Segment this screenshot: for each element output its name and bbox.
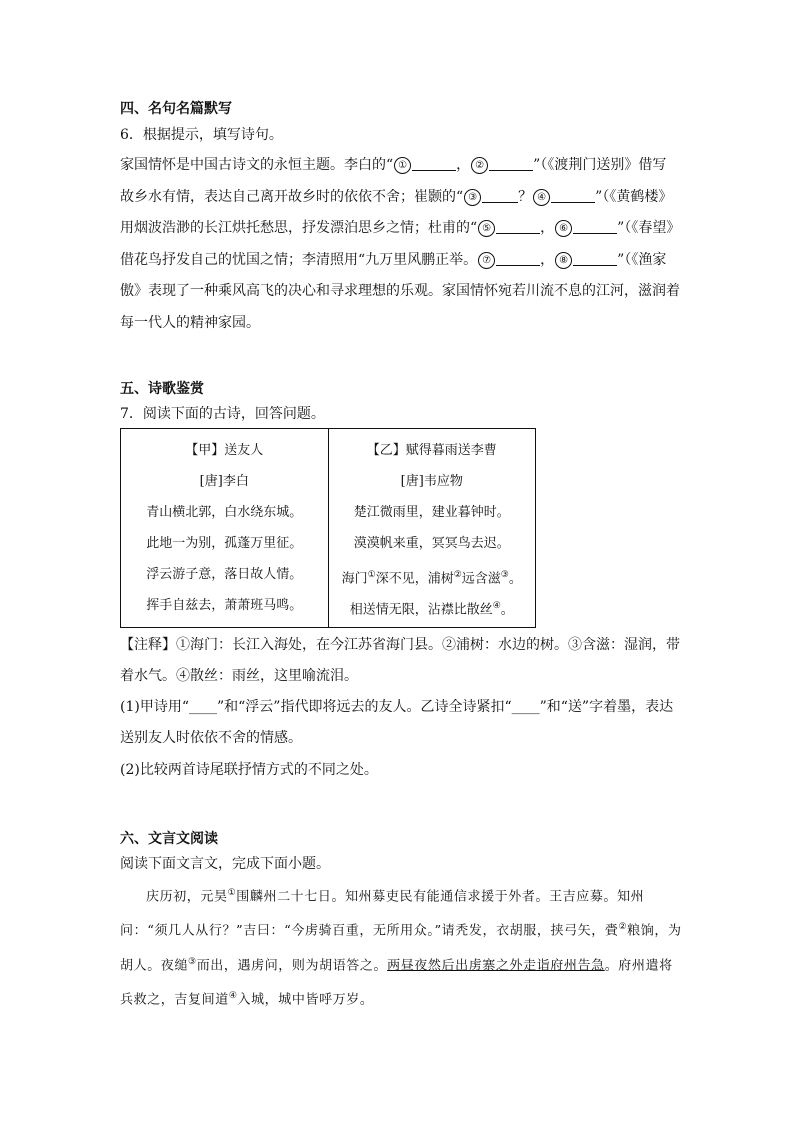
text-run: 家国情怀是中国古诗文的永恒主题。李白的“ [120, 157, 394, 173]
sub-question-1: (1)甲诗用“____”和“浮云”指代即将远去的友人。乙诗全诗紧扣“____”和“送”字着墨，表达送别友人时依依不舍的情感。 [120, 699, 674, 746]
fill-blank-8[interactable] [573, 251, 617, 266]
text-run: ， [540, 251, 555, 268]
fill-blank-5[interactable] [496, 219, 540, 234]
blank-mark-8: ⑧ [555, 252, 572, 269]
poem-a-line: 浮云游子意，落日故人情。 [146, 567, 303, 582]
fill-blank-3[interactable] [482, 188, 518, 203]
text-run: ， [540, 220, 555, 236]
poem-a-cell [121, 429, 329, 628]
fill-blank-2[interactable] [489, 156, 533, 171]
question-7: 7．阅读下面的古诗，回答问题。 [120, 406, 325, 422]
poem-b-cell [328, 429, 536, 628]
blank-mark-2: ② [471, 157, 488, 174]
poem-b-title: 【乙】赋得暮雨送李曹 [366, 443, 497, 458]
text-run: 。 [508, 571, 522, 587]
poem-b-author: [唐]韦应物 [400, 474, 463, 489]
text-run: 深不见，浦树 [375, 571, 454, 587]
fill-blank-6[interactable] [573, 219, 617, 234]
blank-mark-7: ⑦ [478, 252, 495, 269]
footnote-mark: ② [618, 922, 628, 933]
poem-a-line: 此地一为别，孤蓬万里征。 [146, 536, 303, 551]
footnote-mark: ④ [492, 601, 501, 611]
fill-blank-4[interactable] [551, 188, 595, 203]
text-run: 。 [500, 602, 514, 618]
section4-paragraph [120, 150, 680, 339]
section6-title: 六、文言文阅读 [120, 831, 218, 847]
text-run: 庆历初，元昊 [146, 889, 228, 905]
underlined-sentence: 两昼夜然后出虏寨之外走诣府州告急 [387, 957, 605, 973]
text-run: ”（《春望》借花鸟抒发自己的忧国之情；李清照用“九万里风鹏正举。 [120, 220, 674, 268]
poem-b-line [329, 596, 536, 627]
blank-mark-6: ⑥ [555, 220, 572, 237]
poem-table [120, 428, 536, 628]
text-run: 。府州遣将兵救之，吉复间道 [120, 957, 673, 1008]
sub-question-2: (2)比较两首诗尾联抒情方式的不同之处。 [120, 762, 378, 778]
footnote-mark: ② [453, 570, 462, 580]
footnote-mark: ③ [188, 956, 197, 967]
text-run: 相送情无限，沾襟比散丝 [349, 602, 493, 618]
fill-blank-1[interactable] [412, 156, 456, 171]
text-run: 粮饷，为胡人。夜缒 [120, 923, 682, 973]
section4-title: 四、名句名篇默写 [120, 101, 232, 117]
poem-a-author: [唐]李白 [199, 474, 249, 489]
section5-title: 五、诗歌鉴赏 [120, 381, 204, 397]
blank-mark-4: ④ [533, 189, 550, 206]
footnote-mark: ③ [500, 570, 509, 580]
poem-b-line: 漠漠帆来重，冥冥鸟去迟。 [353, 536, 510, 551]
text-run: ”（《渔家傲》表现了一种乘风高飞的决心和寻求理想的乐观。家国情怀宛若川流不息的江河，滋润着每一代人的精神家园。 [120, 251, 680, 331]
poem-notes: 【注释】①海门：长江入海处，在今江苏省海门县。②浦树：水边的树。③含滋：湿润，带着水气。④散丝：雨丝，这里喻流泪。 [120, 637, 680, 684]
text-run: ”（《渡荆门送别》借写故乡水有情，表达自己离开故乡时的依依不舍；崔颢的“ [120, 157, 667, 205]
poem-b [329, 429, 536, 627]
blank-mark-3: ③ [464, 189, 481, 206]
question-6: 6．根据提示，填写诗句。 [120, 127, 283, 143]
poem-a-title: 【甲】送友人 [185, 443, 264, 458]
poem-a-line: 挥手自兹去，萧萧班马鸣。 [146, 598, 303, 613]
footnote-mark: ① [367, 570, 376, 580]
footnote-mark: ④ [228, 990, 238, 1001]
poem-a [121, 429, 328, 627]
text-run: 远含滋 [461, 571, 501, 587]
text-run: ？ [518, 188, 533, 205]
text-run: ， [456, 157, 471, 173]
classical-text [120, 878, 682, 1015]
poem-b-line: 楚江微雨里，建业暮钟时。 [353, 505, 510, 520]
text-run: 海门 [341, 571, 368, 587]
text-run: 入城，城中皆呼万岁。 [237, 992, 374, 1008]
blank-mark-1: ① [394, 157, 411, 174]
blank-mark-5: ⑤ [478, 220, 495, 237]
fill-blank-7[interactable] [496, 251, 540, 266]
text-run: 而出，遇虏问，则为胡语答之。 [196, 957, 388, 973]
footnote-mark: ① [227, 888, 237, 898]
poem-a-line: 青山横北郭，白水绕东城。 [146, 505, 303, 520]
poem-b-line [329, 565, 536, 596]
section6-intro: 阅读下面文言文，完成下面小题。 [120, 856, 330, 872]
text-run: 围麟州二十七日。知州募吏民有能通信求援于外者。王吉应募。知州问：“须几人从行？”吉曰：“今虏骑百重，无所用众。”请秃发，衣胡服，挟弓矢，賫 [120, 889, 645, 939]
text-run: ”（《黄鹤楼》用烟波浩渺的长江烘托愁思，抒发漂泊思乡之情；杜甫的“ [120, 188, 673, 236]
